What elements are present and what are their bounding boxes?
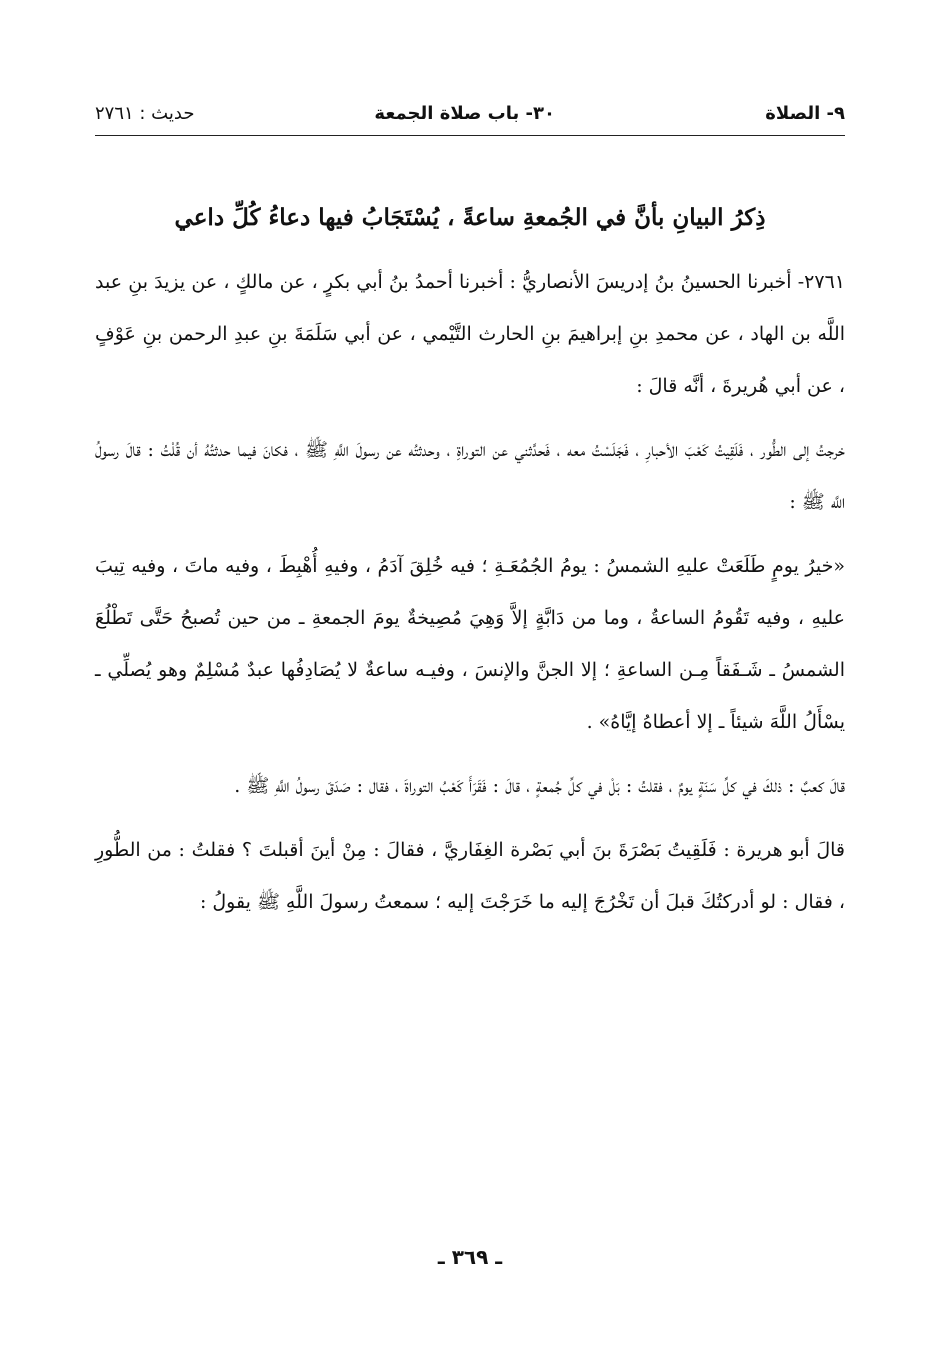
book-part-label: ٩- الصلاة [765, 103, 845, 124]
page-number: ـ ٣٦٩ ـ [437, 1245, 503, 1269]
hadith-number-label: حديث : ٢٧٦١ [95, 103, 195, 124]
isnad-paragraph: ٢٧٦١- أخبرنا الحسينُ بنُ إدريسَ الأنصاريُّ : أخبرنا أحمدُ بنُ أبي بكرٍ ، عن مالكٍ ، عن يزيدَ بنِ عبد اللَّه بن الهاد ، عن محمدِ بنِ إبراهيمَ بنِ الحارث التَّيْمي ، عن أبي سَلَمَةَ بنِ عبدِ الرحمن بنِ عَوْفٍ ، عن أبي هُريرةَ ، أنَّه قالَ : [95, 271, 845, 397]
running-header [95, 95, 845, 136]
narration-paragraph: خرجتُ إلى الطُّور ، فَلَقِيتُ كَعْبَ الأحبارِ ، فَجَلَسْتُ معه ، فَحدَّثني عن التوراةِ ، وحدثتُه عن رسولَ اللَّهِ ﷺ ، فكانَ فيما حدثتُهُ أن قُلْتُ : قالَ رسولُ اللَّه ﷺ : [95, 439, 845, 513]
abu-hurayra-paragraph: قالَ أبو هريرة : فَلَقِيتُ بَصْرَةَ بنَ أبي بَصْرة الغِفَاريَّ ، فقالَ : مِنْ أينَ أقبلتَ ؟ فقلتُ : من الطُّورِ ، فقال : لو أدركتُكَ قبلَ أن تَخْرُجَ إليه ما خَرَجْتَ إليه ؛ سمعتُ رسولَ اللَّهِ ﷺ يقولُ : [95, 839, 845, 913]
section-title: ذِكرُ البيانِ بأنَّ في الجُمعةِ ساعةً ، يُسْتَجَابُ فيها دعاءُ كُلِّ داعي [174, 204, 766, 231]
kaab-reply-paragraph: قالَ كعبٌ : ذلكَ في كلِّ سَنَةٍ يومٌ ، فقلتُ : بَلْ في كلِّ جُمعةٍ ، قالَ : فَقَرَأَ كَعْبُ التوراةَ ، فقال : صَدَقَ رسولُ اللَّهِ ﷺ . [234, 775, 845, 797]
hadith-text-paragraph: «خيرُ يومٍ طَلَعَتْ عليهِ الشمسُ : يومُ الجُمُعَـةِ ؛ فيه خُلِقَ آدَمُ ، وفيهِ أُهْبِطَ ، وفيه ماتَ ، وفيه تِيبَ عليهِ ، وفيه تَقُومُ الساعةُ ، وما من دَابَّةٍ إلاَّ وَهِيَ مُصِيخةٌ يومَ الجمعةِ ـ من حين تُصبحُ حَتَّى تَطْلُعَ الشمسُ ـ شَـفَقاً مِـن الساعةِ ؛ إلا الجنَّ والإنسَ ، وفيـه ساعةٌ لا يُصَادِفُها عبدٌ مُسْلِمٌ وهو يُصلِّي ـ يسْأَلُ اللَّهَ شيئاً ـ إلا أعطاهُ إيَّاهُ» . [95, 555, 845, 733]
book-page [95, 95, 845, 1295]
chapter-label: ٣٠- باب صلاة الجمعة [374, 103, 555, 124]
